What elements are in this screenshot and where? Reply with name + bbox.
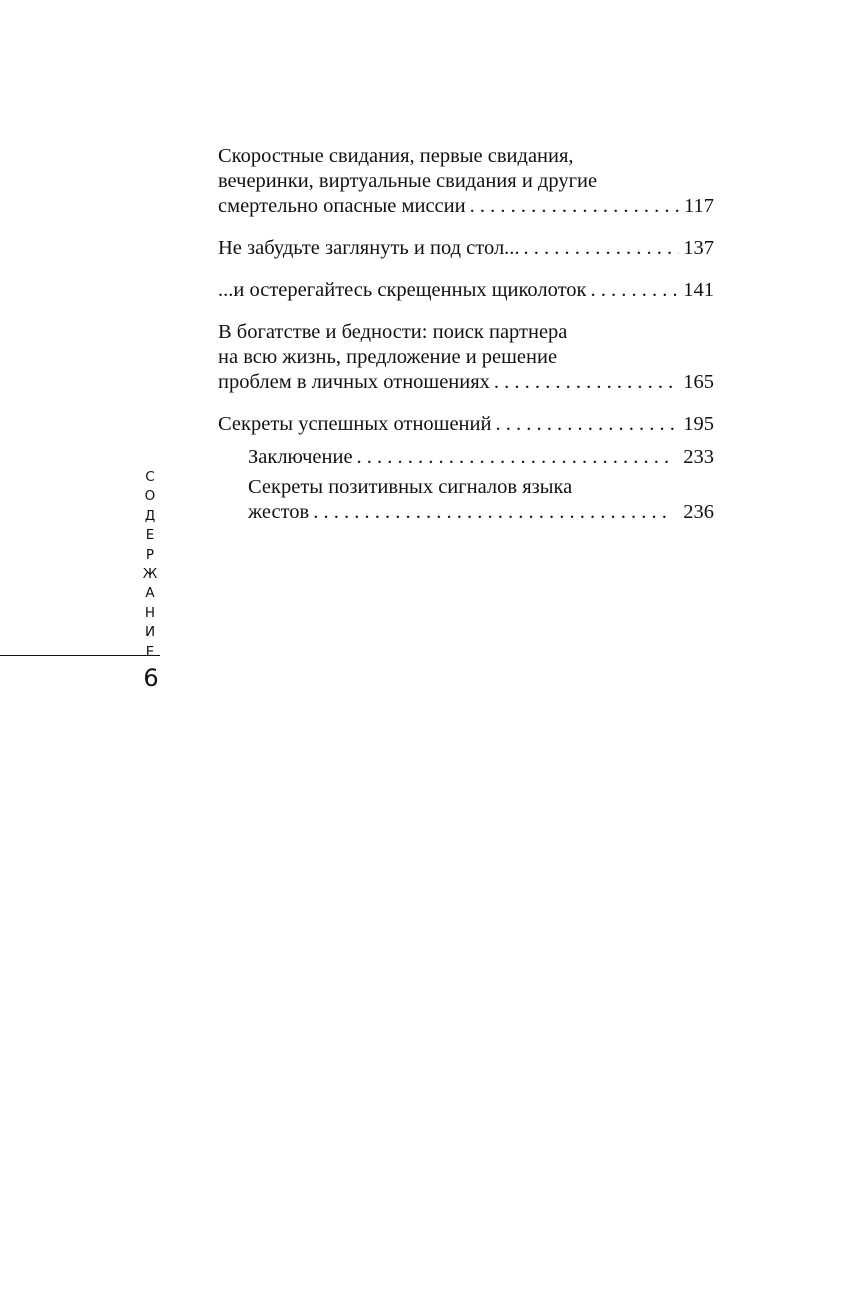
section-title-letter: Н	[144, 604, 156, 621]
leader-dots	[524, 236, 680, 261]
toc-entry-title-line: Секреты позитивных сигналов языка	[248, 476, 573, 498]
toc-entry-title-line: проблем в личных отношениях	[218, 371, 490, 393]
toc-entry-title-line: вечеринки, виртуальные свидания и другие	[218, 170, 598, 192]
toc-entry	[218, 412, 714, 437]
toc-entry-title-line: В богатстве и бедности: поиск партнера	[218, 321, 568, 343]
toc-entry-title-line: Скоростные свидания, первые свидания,	[218, 145, 574, 167]
toc-entry-title-line: на всю жизнь, предложение и решение	[218, 346, 558, 368]
section-title-letter: Д	[144, 507, 156, 524]
toc-entry-title-line: Секреты успешных отношений	[218, 413, 492, 435]
toc-entry	[218, 144, 714, 219]
section-title-letter: Ж	[142, 566, 158, 583]
leader-dots	[470, 194, 680, 219]
section-title-letter: Р	[145, 546, 155, 563]
table-of-contents	[218, 144, 714, 530]
toc-entry	[218, 236, 714, 261]
toc-page-number: 236	[683, 501, 714, 523]
toc-entry	[218, 320, 714, 395]
toc-entry-title-line: ...и остерегайтесь скрещенных щиколоток	[218, 279, 587, 301]
running-section-title	[140, 468, 160, 662]
leader-dots	[495, 412, 679, 437]
section-title-letter: И	[144, 624, 156, 641]
leader-dots	[357, 445, 672, 470]
leader-dots	[494, 370, 679, 395]
section-title-letter: А	[145, 585, 155, 602]
toc-entry-title-line: жестов	[248, 501, 310, 523]
section-title-letter: Е	[145, 643, 155, 660]
leader-dots	[591, 278, 680, 303]
toc-page-number: 165	[683, 371, 714, 393]
section-title-letter: О	[144, 488, 156, 505]
section-title-letter: С	[145, 469, 155, 485]
margin-rule	[0, 655, 160, 656]
toc-subentry	[248, 475, 714, 525]
toc-page-number: 195	[683, 413, 714, 435]
toc-entry-title-line: Заключение	[248, 446, 353, 468]
toc-subentry	[248, 445, 714, 470]
section-title-letter: Е	[145, 527, 155, 544]
toc-entry-title-line: смертельно опасные миссии	[218, 195, 466, 217]
toc-entry	[218, 278, 714, 303]
folio-page-number: 6	[143, 664, 159, 692]
toc-page-number: 233	[683, 446, 714, 468]
leader-dots	[313, 500, 671, 525]
toc-page-number: 141	[683, 279, 714, 301]
toc-entry-title-line: Не забудьте заглянуть и под стол...	[218, 237, 520, 259]
toc-page-number: 137	[683, 237, 714, 259]
toc-page-number: 117	[684, 195, 714, 217]
